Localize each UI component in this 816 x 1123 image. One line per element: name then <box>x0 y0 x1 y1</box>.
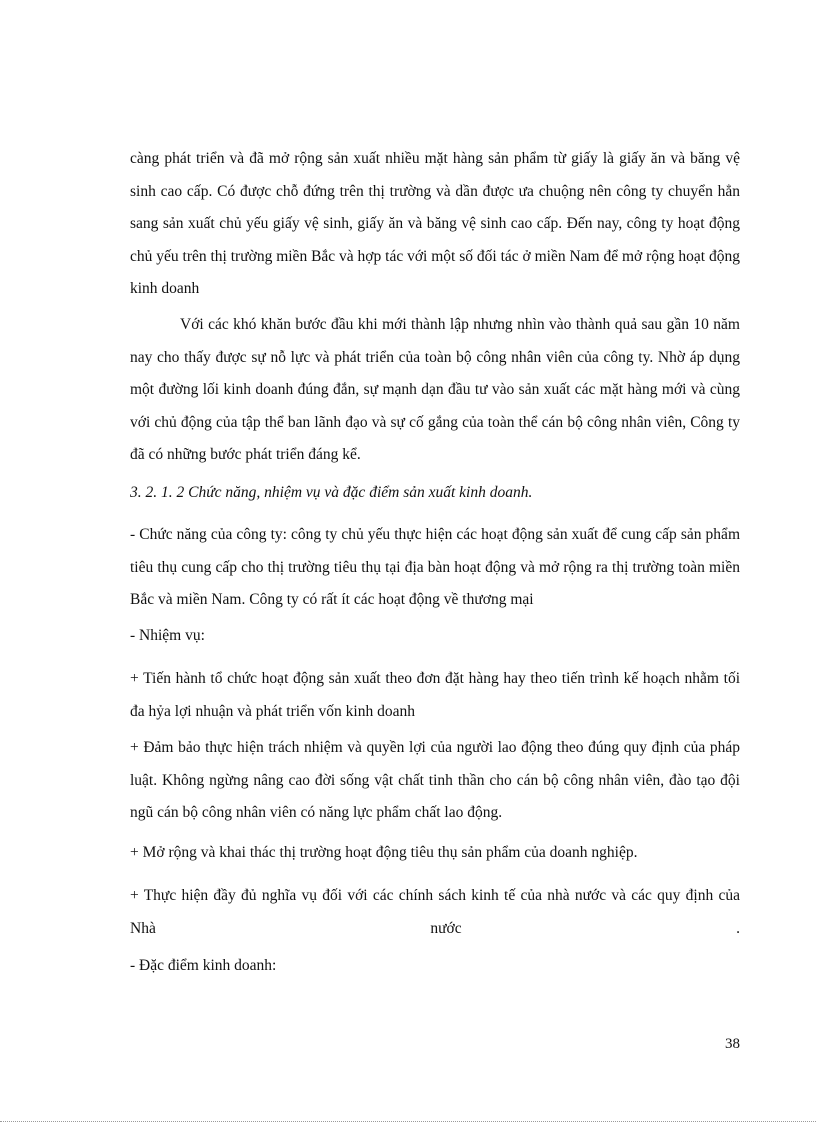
paragraph-duty-obligations: + Thực hiện đầy đủ nghĩa vụ đối với các chính sách kinh tế của nhà nước và các quy định của Nhà nước . <box>130 887 740 937</box>
paragraph-duty-market: + Mở rộng và khai thác thị trường hoạt động tiêu thụ sản phẩm của doanh nghiệp. <box>130 844 638 861</box>
paragraph-duty-workers: + Đảm bảo thực hiện trách nhiệm và quyền lợi của người lao động theo đúng quy định của pháp luật. Không ngừng nâng cao đời sống vật chất tinh thần cho cán bộ công nhân viên, đào tạo đội ngũ cán bộ công nhân viên có năng lực phẩm chất lao động. <box>130 739 740 821</box>
paragraph-duty-production: + Tiến hành tổ chức hoạt động sản xuất theo đơn đặt hàng hay theo tiến trình kế hoạch nhằm tối đa hỷa lợi nhuận và phát triển vốn kinh doanh <box>130 670 740 720</box>
page-bottom-divider <box>0 1121 816 1122</box>
paragraph-business-characteristics: - Đặc điểm kinh doanh: <box>130 957 277 974</box>
paragraph-duties-label: - Nhiệm vụ: <box>130 627 205 644</box>
paragraph-functions: - Chức năng của công ty: công ty chủ yếu thực hiện các hoạt động sản xuất để cung cấp sản phẩm tiêu thụ cung cấp cho thị trường tiêu thụ tại địa bàn hoạt động và mở rộng ra thị trường toàn miền Bắc và miền Nam. Công ty có rất ít các hoạt động về thương mại <box>130 526 740 608</box>
section-heading: 3. 2. 1. 2 Chức năng, nhiệm vụ và đặc điểm sản xuất kinh doanh. <box>130 484 533 501</box>
page-number: 38 <box>725 1036 740 1052</box>
paragraph-achievements: Với các khó khăn bước đầu khi mới thành lập nhưng nhìn vào thành quả sau gần 10 năm nay cho thấy được sự nỗ lực và phát triển của toàn bộ công nhân viên của công ty. Nhờ áp dụng một đường lối kinh doanh đúng đắn, sự mạnh dạn đầu tư vào sản xuất các mặt hàng mới và cùng với chủ động của tập thể ban lãnh đạo và sự cố gắng của toàn thể cán bộ công nhân viên, Công ty đã có những bước phát triển đáng kể. <box>130 316 740 463</box>
paragraph-company-development: càng phát triển và đã mở rộng sản xuất nhiều mặt hàng sản phẩm từ giấy là giấy ăn và băng vệ sinh cao cấp. Có được chỗ đứng trên thị trường và dần được ưa chuộng nên công ty chuyển hẳn sang sản xuất chủ yếu giấy vệ sinh, giấy ăn và băng vệ sinh cao cấp. Đến nay, công ty hoạt động chủ yếu trên thị trường miền Bắc và hợp tác với một số đối tác ở miền Nam để mở rộng hoạt động kinh doanh <box>130 150 740 297</box>
